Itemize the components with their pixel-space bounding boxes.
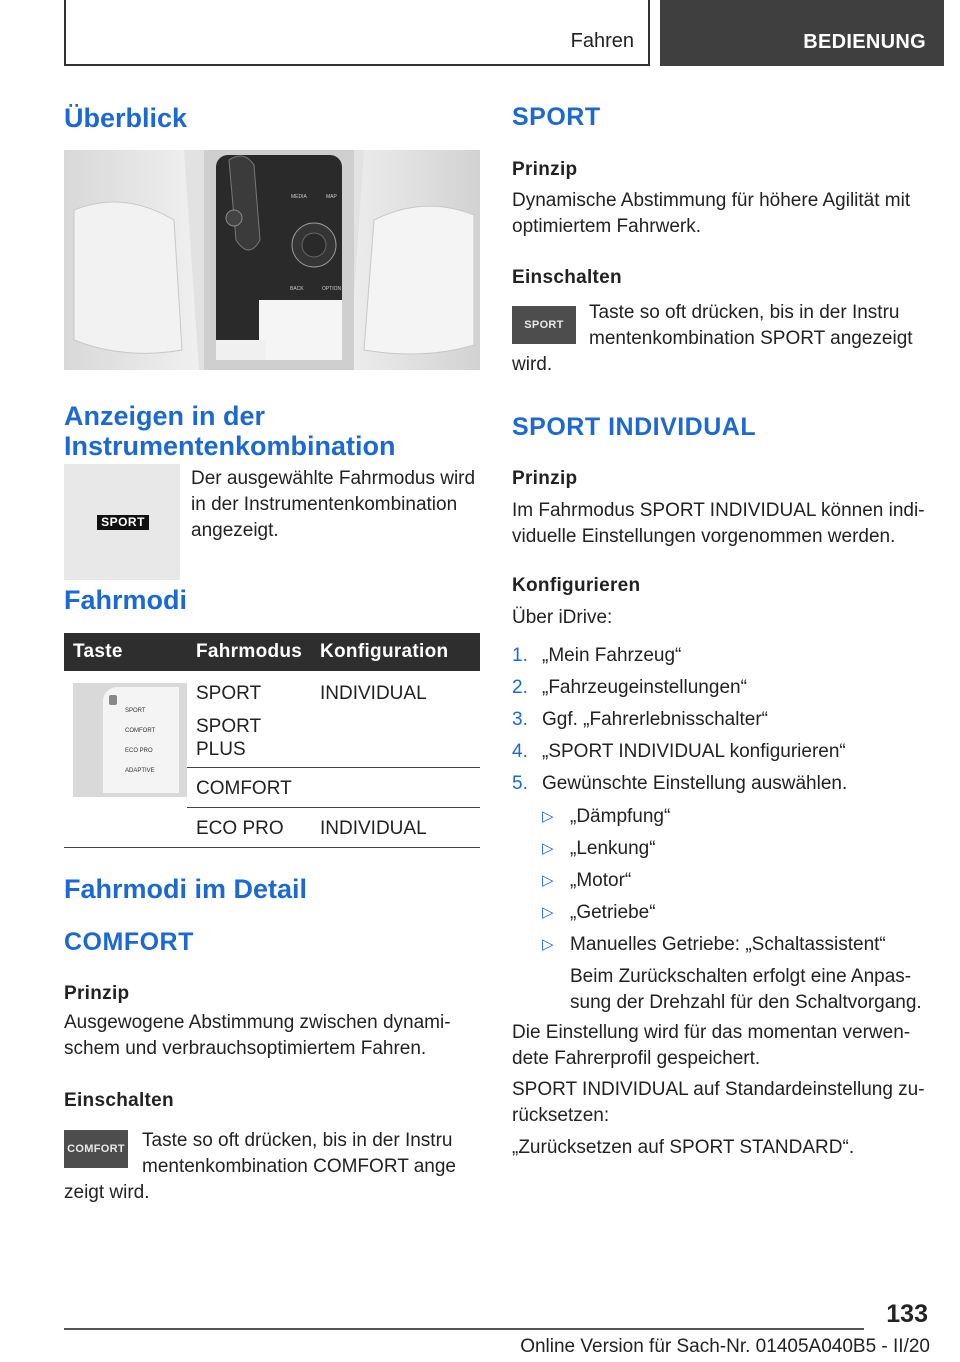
individual-principle-heading: Prinzip bbox=[512, 468, 578, 489]
comfort-principle-heading: Prinzip bbox=[64, 983, 130, 1004]
display-description: Der ausgewählte Fahrmodus wird in der Instrumentenkombination angezeigt. bbox=[191, 468, 476, 541]
step-number: 3. bbox=[512, 709, 528, 730]
sub-step-text: „Lenkung“ bbox=[570, 838, 656, 859]
svg-text:MAP: MAP bbox=[326, 194, 337, 200]
config-cell bbox=[311, 767, 480, 807]
display-sport-image bbox=[64, 464, 180, 580]
triangle-bullet-icon: ▷ bbox=[542, 808, 554, 825]
overview-heading: Überblick bbox=[64, 103, 188, 133]
triangle-bullet-icon: ▷ bbox=[542, 936, 554, 953]
individual-configure-heading: Konfigurieren bbox=[512, 575, 641, 596]
switch-label-sport: SPORT bbox=[125, 708, 146, 714]
table-row bbox=[64, 807, 480, 847]
sport-activate-line1: Taste so oft drücken, bis in der Instru bbox=[589, 302, 900, 323]
mode-switch-image bbox=[73, 683, 187, 797]
step-text: „Mein Fahrzeug“ bbox=[542, 645, 682, 666]
mode-cell bbox=[187, 671, 311, 767]
chapter-title: Fahren bbox=[570, 30, 634, 52]
button-image-cell bbox=[64, 671, 187, 807]
triangle-bullet-icon: ▷ bbox=[542, 904, 554, 921]
saved-profile-text: Die Einstellung wird für das momentan verwendete Fahrerprofil gespeichert. bbox=[512, 1022, 911, 1069]
comfort-activate-line2: mentenkombination COMFORT ange bbox=[142, 1156, 457, 1177]
comfort-principle-text: Ausgewogene Abstimmung zwischen dynamischem und verbrauchsoptimiertem Fahren. bbox=[64, 1012, 451, 1059]
comfort-activate-line1: Taste so oft drücken, bis in der Instru bbox=[142, 1130, 453, 1151]
col-header-mode: Fahrmodus bbox=[187, 633, 311, 671]
online-version-text: Online Version für Sach-Nr. 01405A040B5 - II/20 bbox=[520, 1336, 930, 1357]
table-row bbox=[64, 671, 480, 767]
col-header-button: Taste bbox=[64, 633, 187, 671]
switch-label-adaptive: ADAPTIVE bbox=[125, 768, 155, 774]
sport-activate-line2: mentenkombination SPORT angezeigt bbox=[589, 328, 913, 349]
comfort-button-image: COMFORT bbox=[64, 1130, 128, 1168]
sub-step-text: Manuelles Getriebe: „Schaltassistent“ bbox=[570, 934, 886, 955]
sub-step-text: „Dämpfung“ bbox=[570, 806, 671, 827]
reset-text: SPORT INDIVIDUAL auf Standardeinstellung zurücksetzen: bbox=[512, 1079, 925, 1126]
console-illustration bbox=[64, 150, 480, 370]
idrive-intro: Über iDrive: bbox=[512, 607, 613, 628]
mode-sport-plus: SPORT PLUS bbox=[196, 716, 261, 760]
switch-label-comfort: COMFORT bbox=[125, 728, 156, 734]
table-header-row bbox=[64, 633, 480, 671]
sport-principle-text: Dynamische Abstimmung für höhere Agilität mit optimiertem Fahrwerk. bbox=[512, 190, 911, 237]
section-title: BEDIENUNG bbox=[803, 31, 926, 53]
triangle-bullet-icon: ▷ bbox=[542, 840, 554, 857]
center-console-photo bbox=[64, 150, 480, 370]
footer-divider bbox=[64, 1328, 864, 1330]
sport-activate-heading: Einschalten bbox=[512, 267, 622, 288]
sport-principle-heading: Prinzip bbox=[512, 159, 578, 180]
driving-modes-table bbox=[64, 633, 480, 848]
page-number: 133 bbox=[886, 1300, 928, 1328]
svg-text:BACK: BACK bbox=[290, 286, 304, 292]
col-header-config: Konfiguration bbox=[311, 633, 480, 671]
comfort-activate-heading: Einschalten bbox=[64, 1090, 174, 1111]
step-text: Gewünschte Einstellung auswählen. bbox=[542, 773, 848, 794]
mode-comfort: COMFORT bbox=[187, 767, 311, 807]
triangle-bullet-icon: ▷ bbox=[542, 872, 554, 889]
sport-button-image: SPORT bbox=[512, 306, 576, 344]
section-tab bbox=[660, 0, 944, 66]
mode-eco-pro: ECO PRO bbox=[187, 807, 311, 847]
sport-individual-heading: SPORT INDIVIDUAL bbox=[512, 413, 757, 441]
switch-label-eco: ECO PRO bbox=[125, 748, 153, 754]
config-cell: INDIVIDUAL bbox=[311, 807, 480, 847]
step-text: „SPORT INDIVIDUAL konfigurieren“ bbox=[542, 741, 846, 762]
svg-text:MEDIA: MEDIA bbox=[291, 194, 307, 200]
display-sport-label: SPORT bbox=[97, 515, 149, 530]
page-header bbox=[0, 0, 960, 66]
comfort-activate-line3: zeigt wird. bbox=[64, 1182, 150, 1203]
display-heading: Anzeigen in der Instrumentenkombination bbox=[64, 401, 396, 461]
step-number: 4. bbox=[512, 741, 528, 762]
step-number: 5. bbox=[512, 773, 528, 794]
modes-heading: Fahrmodi bbox=[64, 585, 188, 615]
reset-value: „Zurücksetzen auf SPORT STANDARD“. bbox=[512, 1137, 855, 1158]
step-text: Ggf. „Fahrerlebnisschalter“ bbox=[542, 709, 768, 730]
sport-heading: SPORT bbox=[512, 103, 601, 131]
step-number: 1. bbox=[512, 645, 528, 666]
step-text: „Fahrzeugeinstellungen“ bbox=[542, 677, 747, 698]
detail-heading: Fahrmodi im Detail bbox=[64, 874, 308, 904]
sport-activate-line3: wird. bbox=[512, 354, 553, 375]
mode-sport: SPORT bbox=[196, 683, 262, 704]
step-number: 2. bbox=[512, 677, 528, 698]
sub-step-text: „Getriebe“ bbox=[570, 902, 656, 923]
sub-step-text: „Motor“ bbox=[570, 870, 632, 891]
subnote-text: Beim Zurückschalten erfolgt eine Anpassung der Drehzahl für den Schaltvorgang. bbox=[570, 966, 922, 1013]
comfort-heading: COMFORT bbox=[64, 928, 194, 956]
svg-text:OPTION: OPTION bbox=[322, 286, 342, 292]
config-cell: INDIVIDUAL bbox=[311, 671, 480, 767]
individual-principle-text: Im Fahrmodus SPORT INDIVIDUAL können individuelle Einstellungen vorgenommen werden. bbox=[512, 500, 925, 547]
chapter-box bbox=[64, 0, 650, 66]
